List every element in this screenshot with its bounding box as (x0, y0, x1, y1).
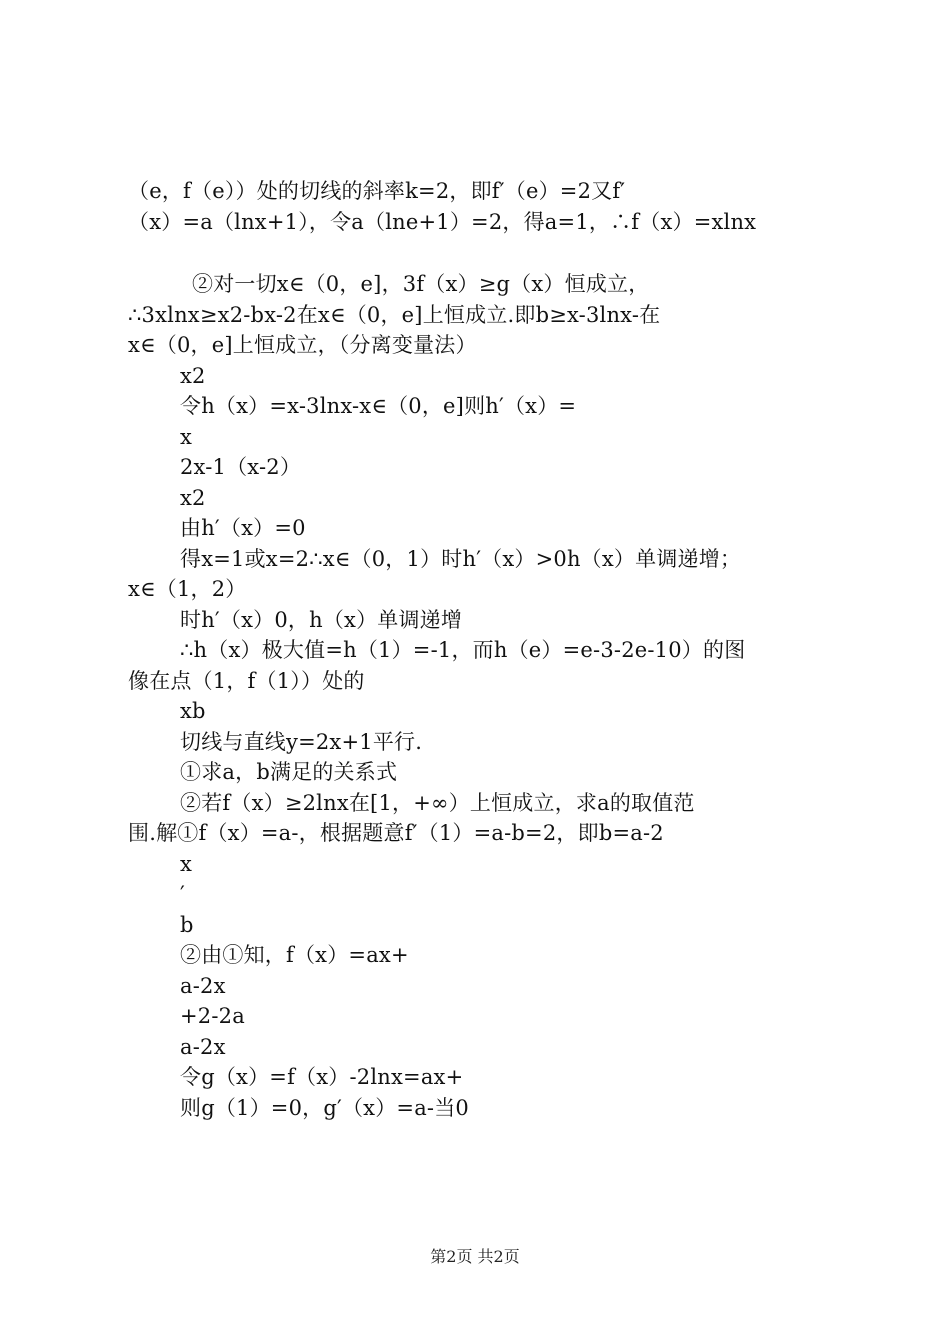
text-line: +2-2a (180, 1004, 245, 1028)
text-line: x (180, 851, 193, 876)
text-line: 得x=1或x=2∴x∈（0，1）时h′（x）>0h（x）单调递增； (180, 546, 742, 571)
text-line: a-2x (180, 973, 226, 998)
text-line: 像在点（1，f（1））处的 (128, 668, 365, 693)
text-line: 由h′（x）=0 (180, 516, 306, 540)
paragraph-gap (128, 237, 834, 269)
text-line: x∈（0，e]上恒成立，（分离变量法） (128, 333, 477, 357)
page-number-footer: 第2页 共2页 (430, 1247, 520, 1266)
text-line: 围.解①f（x）=a-，根据题意f′（1）=a-b=2，即b=a-2 (128, 821, 664, 845)
text-line: ′ (180, 882, 185, 906)
text-line: 切线与直线y=2x+1平行. (180, 729, 423, 754)
text-line: 时h′（x）0，h（x）单调递增 (180, 607, 463, 632)
text-line: ∴h（x）极大值=h（1）=-1，而h（e）=e-3-2e-10）的图 (180, 638, 746, 662)
text-line: x∈（1，2） (128, 577, 247, 601)
text-line: ②若f（x）≥2lnx在[1，+∞）上恒成立，求a的取值范 (180, 790, 695, 815)
text-line: 令h（x）=x-3lnx-x∈（0，e]则h′（x）= (180, 394, 577, 418)
text-line: x (180, 424, 193, 449)
document-body (128, 176, 834, 1123)
text-line: x2 (180, 363, 206, 388)
text-line: ②对一切x∈（0，e]，3f（x）≥g（x）恒成立， (192, 272, 650, 296)
text-line: ①求a，b满足的关系式 (180, 760, 398, 784)
text-line: xb (180, 699, 206, 723)
text-line: a-2x (180, 1034, 226, 1059)
text-line: 2x-1（x-2） (180, 455, 302, 479)
text-line: ②由①知，f（x）=ax+ (180, 943, 409, 967)
text-line: b (180, 912, 194, 937)
text-line: （x）=a（lnx+1），令a（lne+1）=2，得a=1，∴f（x）=xlnx (128, 209, 757, 234)
text-line: （e，f（e））处的切线的斜率k=2，即f′（e）=2又f′ (128, 179, 626, 203)
text-line: x2 (180, 485, 206, 510)
text-line: 则g（1）=0，g′（x）=a-当0 (180, 1095, 469, 1120)
text-line: 令g（x）=f（x）-2lnx=ax+ (180, 1065, 464, 1089)
text-line: ∴3xlnx≥x2-bx-2在x∈（0，e]上恒成立.即b≥x-3lnx-在 (128, 302, 661, 327)
